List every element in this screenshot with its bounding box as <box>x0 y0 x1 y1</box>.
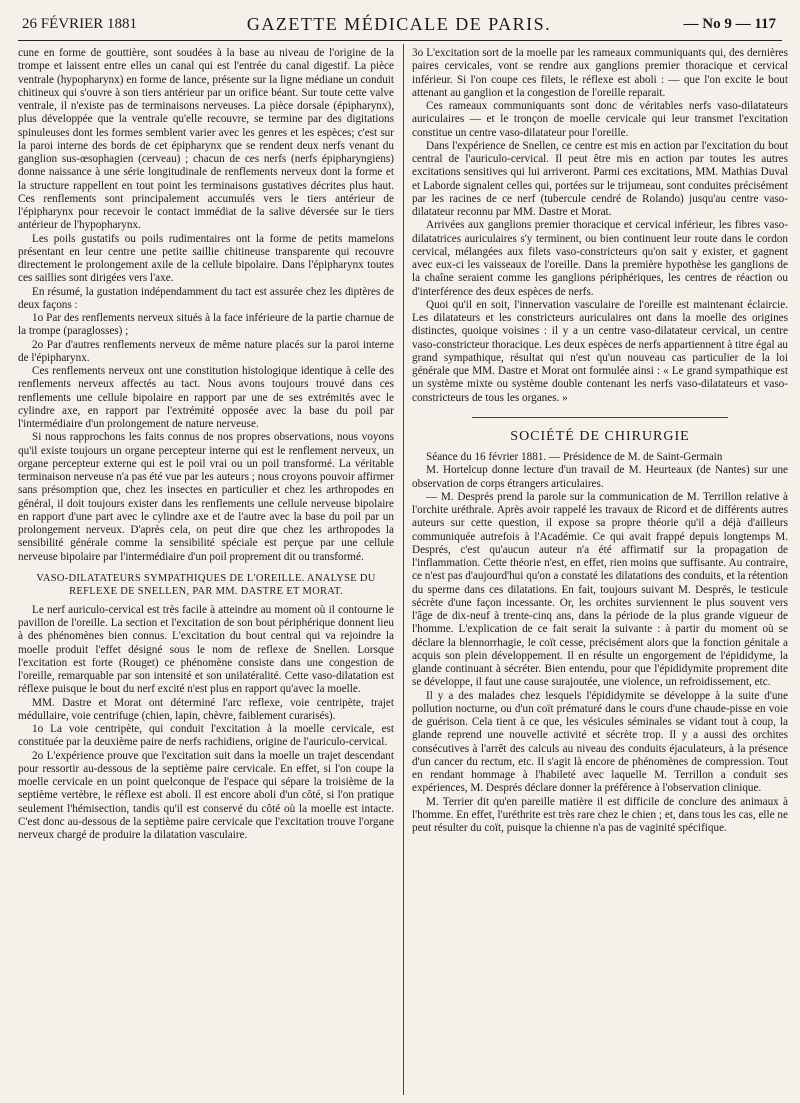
paragraph: M. Terrier dit qu'en pareille matière il est difficile de conclure des animaux à l'homme. En effet, l'uréthrite est très rare chez le chien ; et, dans tous les cas, elle ne peut résulter du coït, puisque la chienne n'a pas de vaginité spécifique. <box>412 795 788 834</box>
column-divider <box>403 44 404 1095</box>
section-heading: SOCIÉTÉ DE CHIRURGIE <box>510 428 690 444</box>
paragraph: Ces renflements nerveux ont une constitution histologique identique à celle des renflements nerveux affectés au tact. Nous avons toujours trouvé dans ces renflements une cellule bipolaire en rapport par une de ses extrémités avec le cylindre axe, en rapport par l'extrémité opposée avec la base du poil par l'intermédiaire d'un prolongement de nature nerveuse. <box>18 365 394 430</box>
left-column <box>18 47 394 1097</box>
running-header <box>22 14 776 38</box>
header-page-number: — No 9 — 117 <box>683 16 776 32</box>
paragraph: 1o La voie centripète, qui conduit l'excitation à la moelle cervicale, est constituée par la deuxième paire de nerfs rachidiens, origine de l'auriculo-cervical. <box>18 723 394 749</box>
paragraph: Les poils gustatifs ou poils rudimentaires ont la forme de petits mamelons présentant en leur centre une petite saillie chitineuse transparente qui recouvre directement le prolongement axile de la cellule bipolaire. Dans l'épipharynx toutes ces saillies sont dirigées vers l'axe. <box>18 232 394 285</box>
paragraph: 2o L'expérience prouve que l'excitation suit dans la moelle un trajet descendant pour ressortir au-dessous de la septième paire cervicale. En effet, si l'on coupe la moelle cervicale en un point quelconque de l'espace qui sépare la troisième de la septième vertèbre, le réflexe est aboli. Il est encore aboli d'un côté, si l'on pratique seulement l'hémisection, tandis qu'il est conservé du côté où la moelle est intacte. C'est donc au-dessous de la septième paire cervicale que l'excitation trouve l'organe nerveux chargé de produire la dilatation vasculaire. <box>18 749 394 841</box>
paragraph: Si nous rapprochons les faits connus de nos propres observations, nous voyons qu'il existe toujours un organe percepteur interne qui est le renflement nerveux, un organe percepteur externe qui est le poil vrai ou un poil transformé. La véritable terminaison nerveuse n'a pas été vue par les auteurs ; nous croyons pouvoir affirmer sans présomption que, chez les insectes en particulier et chez les arthropodes en général, il doit toujours exister dans les renflements une cellule nerveuse bipolaire en rapport d'une part avec le cylindre axe et de l'autre avec la base du poil par un prolongement nerveux. D'après cela, on peut dire que chez les arthropodes la sensibilité générale comme la sensibilité spéciale est perçue par une cellule nerveuse bipolaire par l'intermédiaire d'un poil proprement dit ou transformé. <box>18 431 394 563</box>
paragraph: Dans l'expérience de Snellen, ce centre est mis en action par l'excitation du bout central de l'auriculo-cervical. Il peut être mis en action par toutes les autres excitations sensitives qui lui arriveront. Parmi ces excitations, MM. Mathias Duval et Laborde signalent celles qui, portées sur le trijumeau, sont conduites précisément par les racines de ce nerf (tubercule cendré de Rolando) jusqu'au centre vaso-dilatateur reconnu par MM. Dastre et Morat. <box>412 139 788 218</box>
section-separator <box>472 417 728 418</box>
paragraph: 1o Par des renflements nerveux situés à la face inférieure de la partie charnue de la trompe (paraglosses) ; <box>18 312 394 338</box>
paragraph: Arrivées aux ganglions premier thoracique et cervical inférieur, les fibres vaso-dilatatrices auriculaires s'y terminent, ou bien continuent leur route dans le cordon cervical, mélangées aux filets vaso-constricteurs qu'on sait y exister, et gagnent avec eux-ci les vaisseaux de l'oreille. Dans la première hypothèse les ganglions de la chaîne seraient comme les ganglions périphériques, les centres de réaction ou d'interférence des deux espèces de nerfs. <box>412 219 788 298</box>
paragraph: M. Hortelcup donne lecture d'un travail de M. Heurteaux (de Nantes) sur une observation de corps étrangers articulaires. <box>412 464 788 490</box>
right-column <box>412 47 788 1097</box>
paragraph: cune en forme de gouttière, sont soudées à la base au niveau de l'origine de la trompe et laissent entre elles un canal qui est l'entrée du canal digestif. La pièce ventrale (hypopharynx) en forme de lance, présente sur la ligne médiane un conduit chitineux qui s'ouvre à son tiers antérieur par un orifice béant. Sur toute cette valve ventrale, il n'existe pas de terminaisons nerveuses. La pièce dorsale (épipharynx), plus développée que la ventrale qu'elle recouvre, se termine par des digitations spinuleuses dont les formes semblent varier avec les genres et les espèces; c'est sur la paroi interne des bords de cet épipharynx que se rendent deux nerfs venant du ganglion sus-œsophagien (cerveau) ; chacun de ces nerfs (nerfs épipharyngiens) donne naissance à une série longitudinale de renflements nerveux dont la forme et la structure rappellent en tout point les terminaisons gustatives décrites plus haut. Ces renflements sont principalement accumulés vers le tiers antérieur de l'épipharynx pour recevoir le contact immédiat de la salive déversée sur le tiers antérieur de l'hypopharynx. <box>18 47 394 232</box>
paragraph: Ces rameaux communiquants sont donc de véritables nerfs vaso-dilatateurs auriculaires — et le tronçon de moelle cervicale qui leur transmet l'excitation constitue un centre vaso-dilatateur pour l'oreille. <box>412 100 788 139</box>
paragraph: Il y a des malades chez lesquels l'épididymite se développe à la suite d'une pollution nocturne, ou d'un coït prématuré dans le cours d'une chaude-pisse en voie de guérison. Cela tient à ce que, les vésicules séminales se vidant tout à coup, la glande reprend une nouvelle activité et sécrète trop. Il y a aussi des orchites consécutives à l'arrêt des calculs au niveau des conduits éjaculateurs, à la présence d'un cancer du rectum, etc. Il s'agit là encore de phénomènes de compression. Tout en rendant hommage à l'habileté avec laquelle M. Terrillon a conduit ses expériences, M. Després déclare donner la préférence à l'observation clinique. <box>412 689 788 795</box>
paragraph: Quoi qu'il en soit, l'innervation vasculaire de l'oreille est maintenant éclaircie. Les dilatateurs et les constricteurs auriculaires ont dans la moelle des origines distinctes, quoique voisines : il y a un centre vaso-dilatateur cervical, un centre vaso-constricteur thoracique. Les deux espèces de nerfs appartiennent à titre égal au grand sympathique, résultat qui n'est qu'un nouveau cas particulier de la loi générale que MM. Dastre et Morat ont formulée ainsi : « Le grand sympathique est un système mixte ou système double contenant les nerfs vaso-dilatateurs et vaso-constricteurs de tous les organes. » <box>412 298 788 404</box>
paragraph: Le nerf auriculo-cervical est très facile à atteindre au moment où il contourne le pavillon de l'oreille. La section et l'excitation de son bout périphérique donnent lieu à des phénomènes bien connus. L'excitation du bout central qui va rejoindre la moelle produit l'effet désigné sous le nom de reflexe de Snellen. Lorsque l'excitation est forte (Rouget) ce phénomène consiste dans une congestion de l'oreille, remarquable par son intensité et son unilatéralité. Cette vaso-dilatation est réflexe puisque le bout du nerf excité n'est plus en rapport qu'avec la moelle. <box>18 603 394 696</box>
article-heading: VASO-DILATATEURS SYMPATHIQUES DE L'OREILLE. ANALYSE DU REFLEXE DE SNELLEN, PAR MM. DASTRE ET MORAT. <box>36 572 376 597</box>
paragraph: 2o Par d'autres renflements nerveux de même nature placés sur la paroi interne de l'épipharynx. <box>18 338 394 364</box>
paragraph: 3o L'excitation sort de la moelle par les rameaux communiquants qui, des dernières paires cervicales, vont se rendre aux ganglions premier thoracique et cervical inférieur. Si l'on coupe ces filets, le réflexe est aboli : — que l'on excite le bout attenant au ganglion et la congestion de l'oreille reparait. <box>412 47 788 99</box>
paragraph: — M. Després prend la parole sur la communication de M. Terrillon relative à l'orchite uréthrale. Après avoir rappelé les travaux de Ricord et de différents autres auteurs sur cette question, il expose sa propre théorie qu'il a déjà d'ailleurs communiquée autrefois à l'Académie. Ce qui avait frappé depuis longtemps M. Després, c'est qu'aucun auteur n'a été affirmatif sur la propagation de l'inflammation. Cette théorie n'est, en effet, rien moins que suffisante. Au contraire, ce n'est pas d'aujourd'hui qu'on a constaté les dilatations des conduits, et la rétention du sperme dans ces dilatations. En fait, toujours suivant M. Després, le testicule sécrète d'une façon incessante. Or, les orchites surviennent le plus souvent vers l'âge de dix-neuf à trente-cinq ans, dans la période de la plus grande vigueur de l'homme. L'explication de ce fait serait la suivante : à partir du moment où se déclare la blennorrhagie, le coït cesse, précisément alors que la fonction génitale a acquis son plein développement. Il en résulte un engorgement de l'épididyme, la glande continuant à sécréter. Bien entendu, pour que l'épididymite proprement dite se développe, il faut une cause surajoutée, une violence, un refroidissement, etc. <box>412 490 788 689</box>
header-title: GAZETTE MÉDICALE DE PARIS. <box>246 14 552 34</box>
header-date: 26 FÉVRIER 1881 <box>22 16 138 32</box>
paragraph: MM. Dastre et Morat ont déterminé l'arc reflexe, voie centripète, trajet médullaire, voie centrifuge (chien, lapin, chèvre, faiblement curarisés). <box>18 696 394 722</box>
session-line: Séance du 16 février 1881. — Présidence de M. de Saint-Germain <box>426 451 723 463</box>
paragraph: En résumé, la gustation indépendamment du tact est assurée chez les diptères de deux façons : <box>18 285 394 311</box>
header-rule <box>18 40 782 41</box>
